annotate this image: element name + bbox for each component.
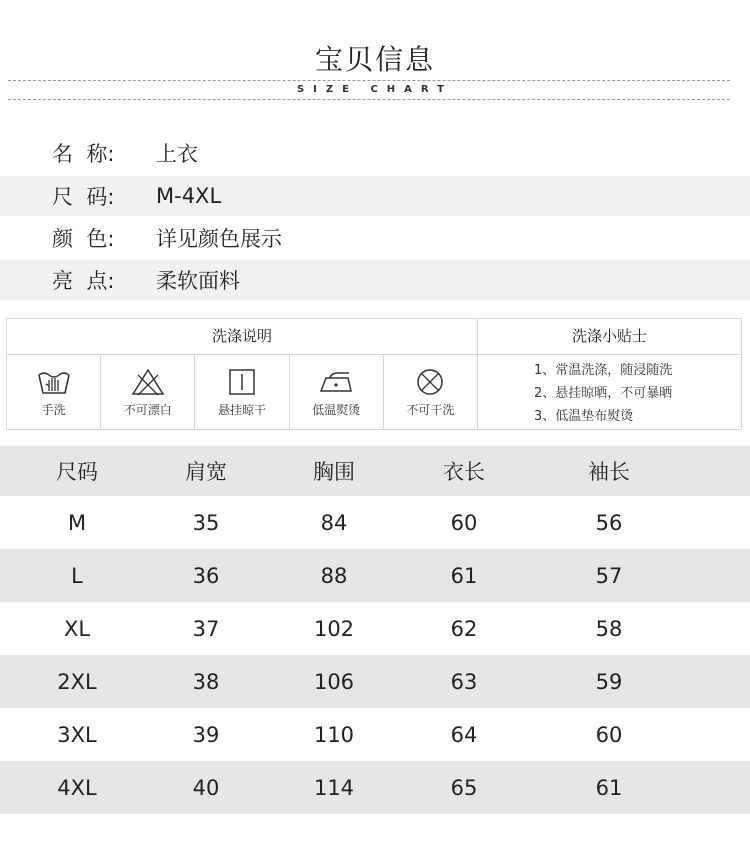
table-cell: 38	[192, 669, 220, 694]
care-label: 不可漂白	[123, 403, 172, 417]
table-row	[0, 761, 750, 814]
table-cell: 36	[192, 563, 220, 588]
divider-top	[8, 80, 730, 81]
care-cell-hang-dry	[195, 355, 289, 429]
table-cell: 102	[313, 616, 355, 641]
table-header	[0, 446, 750, 496]
no-dry-clean-icon	[412, 367, 448, 397]
spec-row-name	[0, 133, 750, 173]
table-cell: 2XL	[57, 669, 97, 694]
care-label: 不可干洗	[406, 403, 455, 417]
care-tips	[478, 319, 741, 429]
table-cell: 35	[192, 510, 220, 535]
table-cell: 110	[313, 722, 355, 747]
care-tips-list	[478, 355, 741, 428]
table-cell: 60	[595, 722, 623, 747]
care-label: 悬挂晾干	[218, 403, 267, 417]
spec-value: 柔软面料	[156, 269, 240, 293]
table-row	[0, 549, 750, 602]
table-cell: 39	[192, 722, 220, 747]
table-cell: 37	[192, 616, 220, 641]
table-cell: 3XL	[57, 722, 97, 747]
care-heading: 洗涤说明	[7, 319, 477, 355]
care-tip: 3、低温垫布熨烫	[534, 409, 634, 424]
spec-key: 尺 码:	[52, 185, 115, 209]
no-bleach-icon	[130, 367, 166, 397]
table-cell: M	[67, 510, 87, 535]
spec-row-highlight	[0, 260, 750, 300]
care-tips-heading: 洗涤小贴士	[478, 319, 741, 355]
spec-key: 颜 色:	[52, 227, 115, 251]
table-cell: 61	[450, 563, 478, 588]
table-cell: 63	[450, 669, 478, 694]
header-cell: 尺码	[56, 460, 98, 484]
table-cell: 58	[595, 616, 623, 641]
header-cell: 肩宽	[185, 460, 227, 484]
table-cell: XL	[63, 616, 91, 641]
spec-row-color	[0, 218, 750, 258]
spec-row-size	[0, 176, 750, 216]
table-cell: L	[71, 563, 83, 588]
table-row	[0, 708, 750, 761]
low-iron-icon	[318, 367, 354, 397]
hand-wash-icon	[36, 367, 72, 397]
table-cell: 61	[595, 775, 623, 800]
table-cell: 88	[320, 563, 348, 588]
table-cell: 62	[450, 616, 478, 641]
care-cell-no-dry-clean	[384, 355, 477, 429]
care-tip: 2、悬挂晾晒，不可暴晒	[534, 386, 673, 401]
hang-dry-icon	[224, 367, 260, 397]
size-chart-table	[0, 446, 750, 814]
header-cell: 衣长	[443, 460, 485, 484]
table-cell: 60	[450, 510, 478, 535]
page-title: 宝贝信息	[314, 43, 435, 76]
table-cell: 114	[313, 775, 355, 800]
table-cell: 4XL	[57, 775, 97, 800]
table-cell: 59	[595, 669, 623, 694]
spec-value: 上衣	[156, 142, 198, 166]
divider-bottom	[8, 99, 730, 100]
care-cell-no-bleach	[101, 355, 195, 429]
table-cell: 40	[192, 775, 220, 800]
care-label: 手洗	[41, 403, 66, 417]
table-cell: 64	[450, 722, 478, 747]
spec-key: 亮 点:	[52, 269, 115, 293]
spec-key: 名 称:	[52, 142, 115, 166]
table-cell: 57	[595, 563, 623, 588]
care-icon-row	[7, 355, 477, 429]
care-instructions	[7, 319, 478, 429]
care-panel	[6, 318, 742, 430]
spec-value: 详见颜色展示	[156, 227, 282, 251]
table-cell: 106	[313, 669, 355, 694]
care-cell-hand-wash	[7, 355, 101, 429]
spec-value: M-4XL	[156, 184, 222, 208]
table-cell: 65	[450, 775, 478, 800]
header-cell: 胸围	[313, 460, 355, 484]
care-cell-low-iron	[290, 355, 384, 429]
table-row	[0, 602, 750, 655]
page-subtitle: SIZE CHART	[296, 84, 453, 95]
care-tip: 1、常温洗涤，随浸随洗	[534, 363, 673, 378]
table-cell: 84	[320, 510, 348, 535]
care-label: 低温熨烫	[312, 403, 361, 417]
table-row	[0, 655, 750, 708]
table-row	[0, 496, 750, 549]
table-cell: 56	[595, 510, 623, 535]
header-cell: 袖长	[588, 460, 630, 484]
